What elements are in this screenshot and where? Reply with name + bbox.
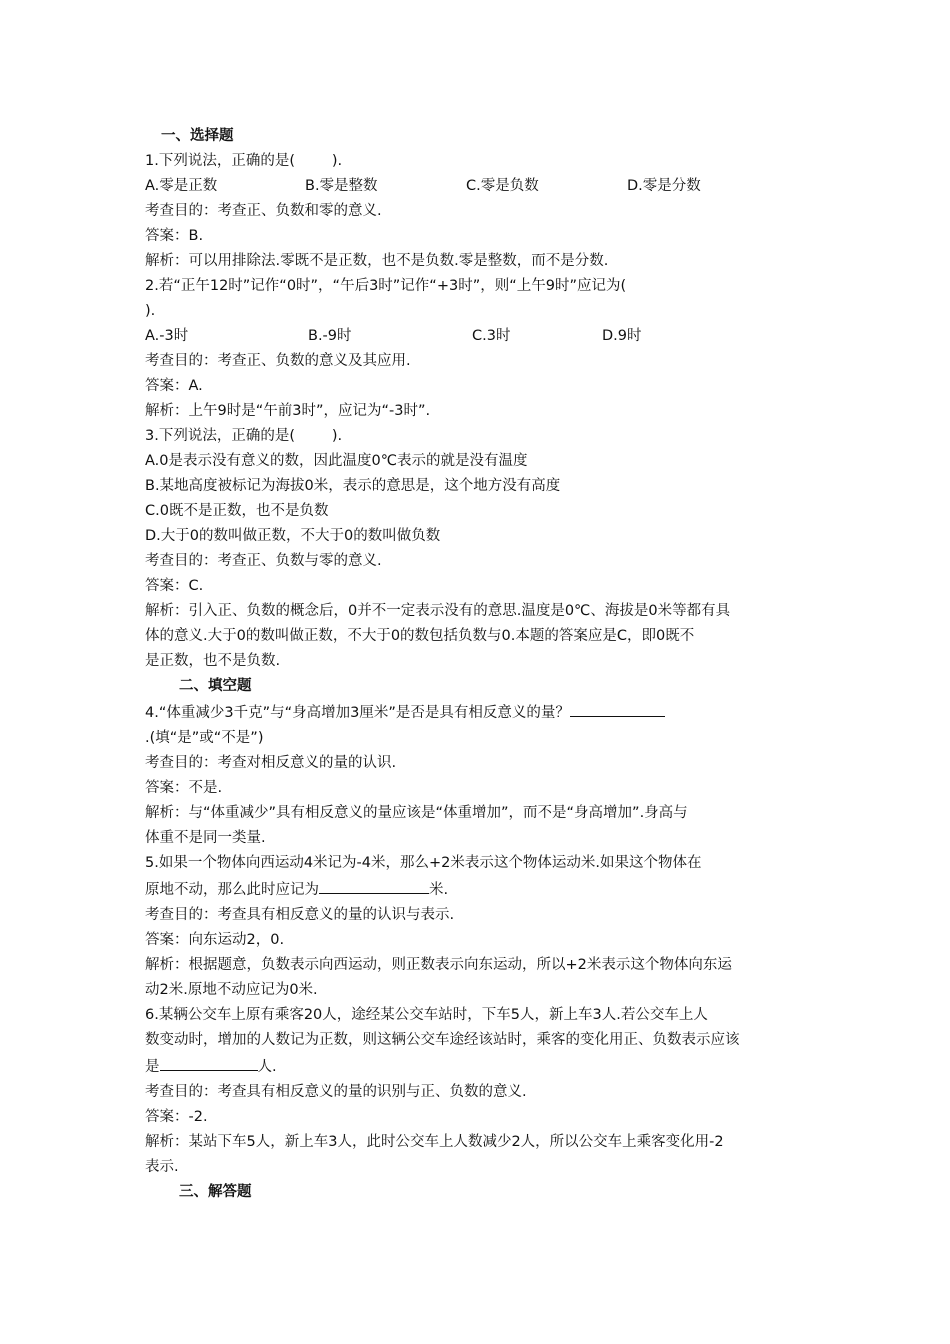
q2-stem: 2.若“正午12时”记作“0时”，“午后3时”记作“+3时”，则“上午9时”应记为( xyxy=(145,278,627,294)
q3-analysis: 解析：引入正、负数的概念后，0并不一定表示没有的意思.温度是0℃、海拔是0米等都有具 xyxy=(145,603,731,619)
q2-answer: 答案：A. xyxy=(145,378,203,394)
q3-analysis-continued: 体的意义.大于0的数叫做正数，不大于0的数包括负数与0.本题的答案应是C，即0既不 xyxy=(145,628,695,644)
q2-option-a: A.-3时 xyxy=(145,328,189,344)
q5-stem-text: 原地不动，那么此时应记为 xyxy=(145,882,319,898)
q4-answer: 答案：不是. xyxy=(145,780,223,796)
q2-stem-continued: ). xyxy=(145,303,156,319)
q3-stem: 3.下列说法，正确的是( ). xyxy=(145,428,343,444)
q6-purpose: 考查目的：考查具有相反意义的量的识别与正、负数的意义. xyxy=(145,1084,527,1100)
q6-stem-end xyxy=(145,1053,810,1080)
q1-option-c: C.零是负数 xyxy=(466,178,539,194)
q4-stem-text: 4.“体重减少3千克”与“身高增加3厘米”是否是具有相反意义的量？ xyxy=(145,705,570,721)
q1-option-d: D.零是分数 xyxy=(627,178,701,194)
q6-stem-suffix: 人. xyxy=(257,1059,277,1075)
q3-option-a: A.0是表示没有意义的数，因此温度0℃表示的就是没有温度 xyxy=(145,453,528,469)
q6-analysis: 解析：某站下车5人，新上车3人，此时公交车上人数减少2人，所以公交车上乘客变化用-2 xyxy=(145,1134,724,1150)
q5-stem-suffix: 米. xyxy=(429,882,449,898)
q1-answer: 答案：B. xyxy=(145,228,204,244)
section-title-fill-blank: 二、填空题 xyxy=(179,678,252,694)
q2-option-c: C.3时 xyxy=(472,328,511,344)
q4-stem-continued: .(填“是”或“不是”) xyxy=(145,730,264,746)
q3-analysis-end: 是正数，也不是负数. xyxy=(145,653,281,669)
q5-purpose: 考查目的：考查具有相反意义的量的认识与表示. xyxy=(145,907,455,923)
q4-stem xyxy=(145,699,810,726)
q5-stem-continued xyxy=(145,876,810,903)
q4-analysis: 解析：与“体重减少”具有相反意义的量应该是“体重增加”，而不是“身高增加”.身高与 xyxy=(145,805,688,821)
q3-purpose: 考查目的：考查正、负数与零的意义. xyxy=(145,553,382,569)
q1-purpose: 考查目的：考查正、负数和零的意义. xyxy=(145,203,382,219)
section-title-choice: 一、选择题 xyxy=(161,128,234,144)
q3-option-c: C.0既不是正数，也不是负数 xyxy=(145,503,329,519)
q6-stem: 6.某辆公交车上原有乘客20人，途经某公交车站时，下车5人，新上车3人.若公交车上人 xyxy=(145,1007,708,1023)
q5-answer-blank xyxy=(319,876,429,894)
q5-analysis-continued: 动2米.原地不动应记为0米. xyxy=(145,982,318,998)
section-title-solve: 三、解答题 xyxy=(179,1184,252,1200)
q5-analysis: 解析：根据题意，负数表示向西运动，则正数表示向东运动，所以+2米表示这个物体向东运 xyxy=(145,957,732,973)
q2-option-b: B.-9时 xyxy=(308,328,352,344)
q4-purpose: 考查目的：考查对相反意义的量的认识. xyxy=(145,755,397,771)
q1-analysis: 解析：可以用排除法.零既不是正数，也不是负数.零是整数，而不是分数. xyxy=(145,253,609,269)
q5-answer: 答案：向东运动2，0. xyxy=(145,932,285,948)
q1-option-a: A.零是正数 xyxy=(145,178,218,194)
q4-analysis-continued: 体重不是同一类量. xyxy=(145,830,266,846)
q1-option-b: B.零是整数 xyxy=(305,178,378,194)
q6-analysis-continued: 表示. xyxy=(145,1159,179,1175)
q3-option-b: B.某地高度被标记为海拔0米，表示的意思是，这个地方没有高度 xyxy=(145,478,561,494)
q2-analysis: 解析：上午9时是“午前3时”，应记为“-3时”. xyxy=(145,403,431,419)
q6-answer: 答案：-2. xyxy=(145,1109,208,1125)
q6-stem-continued: 数变动时，增加的人数记为正数，则这辆公交车途经该站时，乘客的变化用正、负数表示应该 xyxy=(145,1032,740,1048)
q6-answer-blank xyxy=(160,1053,258,1071)
q2-purpose: 考查目的：考查正、负数的意义及其应用. xyxy=(145,353,411,369)
q2-option-d: D.9时 xyxy=(602,328,642,344)
q6-stem-text: 是 xyxy=(145,1059,160,1075)
q1-options xyxy=(145,174,810,199)
q1-stem: 1.下列说法，正确的是( ). xyxy=(145,153,343,169)
q5-stem: 5.如果一个物体向西运动4米记为-4米，那么+2米表示这个物体运动米.如果这个物体在 xyxy=(145,855,702,871)
q3-answer: 答案：C. xyxy=(145,578,204,594)
q2-options xyxy=(145,324,810,349)
q4-answer-blank xyxy=(570,699,665,717)
q3-option-d: D.大于0的数叫做正数，不大于0的数叫做负数 xyxy=(145,528,441,544)
